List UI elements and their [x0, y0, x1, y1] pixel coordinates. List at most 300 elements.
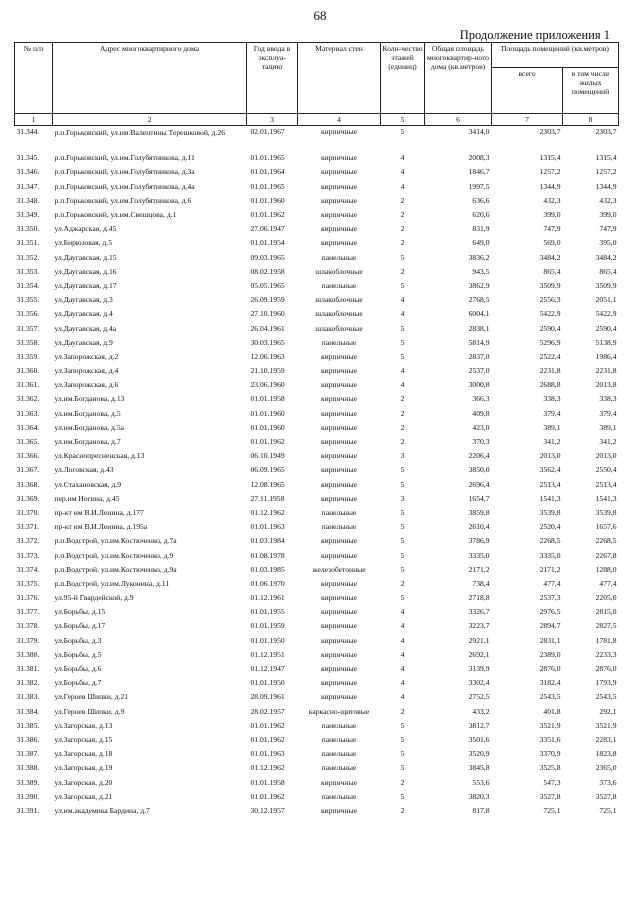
table-row: [15, 605, 619, 619]
row-total-area: 3302,4: [468, 678, 490, 688]
row-area-living: 5138,9: [595, 337, 617, 347]
row-number: 31.378.: [16, 621, 40, 631]
row-total-area: 6004,1: [468, 309, 490, 319]
row-number: 31.369.: [16, 493, 40, 503]
row-floors: 5: [400, 550, 405, 560]
row-total-area: 817,8: [472, 805, 490, 815]
column-index: 3: [247, 114, 298, 126]
row-number: 31.388.: [16, 763, 40, 773]
table-body: [15, 126, 619, 818]
row-number: 31.374.: [16, 564, 40, 574]
row-floors: 4: [400, 649, 405, 659]
row-address: р.п.Водстрой, ул.им.Костюченко, д.9а: [54, 564, 177, 574]
row-floors: 2: [400, 706, 405, 716]
column-index: 8: [563, 114, 619, 126]
row-total-area: 3335,0: [468, 550, 490, 560]
row-total-area: 2718,8: [468, 593, 490, 603]
column-index: 2: [53, 114, 247, 126]
row-year: 01.12.1962: [250, 763, 285, 773]
row-number: 31.376.: [16, 593, 40, 603]
table-row: [15, 335, 619, 349]
row-year: 01.01.1964: [250, 167, 285, 177]
row-floors: 2: [400, 777, 405, 787]
row-address: р.п.Водстрой, ул.им.Костюченко, д.9: [54, 550, 174, 560]
row-floors: 4: [400, 181, 405, 191]
row-material: кирпичные: [320, 408, 358, 418]
row-total-area: 636,6: [472, 195, 490, 205]
row-number: 31.370.: [16, 507, 40, 517]
row-year: 06.10.1949: [250, 451, 285, 461]
row-total-area: 2537,0: [468, 366, 490, 376]
row-area-living: 725,1: [599, 805, 617, 815]
row-year: 01.01.1962: [250, 720, 285, 730]
table-row: [15, 179, 619, 193]
row-material: кирпичные: [320, 238, 358, 248]
row-number: 31.384.: [16, 706, 40, 716]
table-row: [15, 648, 619, 662]
row-number: 31.390.: [16, 791, 40, 801]
table-row: [15, 307, 619, 321]
row-year: 09.03.1965: [250, 252, 285, 262]
header-total-area: Общая площадь многоквартир-ного дома (кв.метров): [425, 43, 492, 114]
table-row: [15, 126, 619, 152]
row-number: 31.373.: [16, 550, 40, 560]
row-floors: 4: [400, 366, 405, 376]
row-year: 01.12.1961: [250, 593, 285, 603]
row-area-all: 1257,2: [539, 167, 561, 177]
row-area-all: 341,2: [543, 437, 561, 447]
table-row: [15, 548, 619, 562]
appendix-continuation-title: Продолжение приложения 1: [459, 28, 610, 42]
row-area-living: 3509,9: [595, 280, 617, 290]
row-year: 01.01.1960: [250, 195, 285, 205]
row-area-living: 2815,0: [595, 607, 617, 617]
row-area-living: 3521,9: [595, 720, 617, 730]
row-total-area: 3520,9: [468, 749, 490, 759]
row-area-living: 2231,8: [595, 366, 617, 376]
row-floors: 4: [400, 692, 405, 702]
row-address: ул.Загорская, д.20: [54, 777, 113, 787]
row-address: р.п.Водстрой, ул.им.Костюченко, д.7а: [54, 536, 177, 546]
row-number: 31.346.: [16, 167, 40, 177]
row-address: р.п.Горьковский, ул.им.Свешцова, д.1: [54, 210, 177, 220]
header-area-all: всего: [492, 68, 563, 114]
row-floors: 2: [400, 238, 405, 248]
row-year: 02.01.1967: [250, 127, 285, 136]
row-material: кирпичные: [320, 451, 358, 461]
table-row: [15, 279, 619, 293]
row-total-area: 943,5: [472, 266, 490, 276]
row-area-all: 2268,5: [539, 536, 561, 546]
table-row: [15, 733, 619, 747]
row-total-area: 620,6: [472, 210, 490, 220]
row-floors: 5: [400, 749, 405, 759]
row-area-all: 2831,1: [539, 635, 561, 645]
table-row: [15, 449, 619, 463]
row-total-area: 831,9: [472, 224, 490, 234]
row-material: кирпичные: [320, 578, 358, 588]
row-area-living: 2543,5: [595, 692, 617, 702]
row-total-area: 423,0: [472, 422, 490, 432]
row-total-area: 2837,0: [468, 351, 490, 361]
row-year: 01.12.1947: [250, 664, 285, 674]
row-year: 01.01.1965: [250, 181, 285, 191]
row-area-all: 5422,9: [539, 309, 561, 319]
row-total-area: 2696,4: [468, 479, 490, 489]
row-material: панельные: [321, 749, 357, 759]
header-premises-area: Площадь помещений (кв.метров): [492, 43, 619, 68]
row-number: 31.367.: [16, 465, 40, 475]
row-total-area: 3812,7: [468, 720, 490, 730]
row-area-living: 2513,4: [595, 479, 617, 489]
row-material: панельные: [321, 763, 357, 773]
row-address: ул.Даугавская, д.17: [54, 280, 117, 290]
row-material: кирпичные: [320, 366, 358, 376]
row-address: ул.Даугавская, д.15: [54, 252, 117, 262]
row-area-all: 2876,0: [539, 664, 561, 674]
row-number: 31.381.: [16, 664, 40, 674]
row-total-area: 3850,0: [468, 465, 490, 475]
row-area-living: 1315,4: [595, 153, 617, 163]
row-floors: 5: [400, 465, 405, 475]
table-row: [15, 463, 619, 477]
row-area-all: 399,0: [543, 210, 561, 220]
row-material: кирпичные: [320, 422, 358, 432]
table-row: [15, 676, 619, 690]
row-floors: 2: [400, 578, 405, 588]
row-area-living: 395,0: [599, 238, 617, 248]
row-area-all: 2013,0: [539, 451, 561, 461]
row-year: 30.12.1957: [250, 805, 285, 815]
row-area-all: 5296,9: [539, 337, 561, 347]
row-number: 31.375.: [16, 578, 40, 588]
row-material: кирпичные: [320, 127, 358, 136]
row-address: ул.Загорская, д.15: [54, 734, 113, 744]
header-floors: Коли-чество этажей (единиц): [381, 43, 425, 114]
column-index: 6: [425, 114, 492, 126]
row-floors: 5: [400, 127, 405, 136]
row-address: ул.им.академика Бардина, д.7: [54, 805, 150, 815]
row-material: панельные: [321, 507, 357, 517]
row-year: 26.09.1959: [250, 295, 285, 305]
row-address: ул.Загорская, д.18: [54, 749, 113, 759]
row-floors: 2: [400, 266, 405, 276]
row-year: 01.08.1978: [250, 550, 285, 560]
row-material: шлакоблочные: [315, 323, 363, 333]
row-total-area: 3223,7: [468, 621, 490, 631]
row-total-area: 3820,3: [468, 791, 490, 801]
row-number: 31.385.: [16, 720, 40, 730]
row-total-area: 3414,0: [468, 127, 490, 136]
row-floors: 5: [400, 337, 405, 347]
table-row: [15, 378, 619, 392]
row-total-area: 3000,8: [468, 380, 490, 390]
row-floors: 4: [400, 309, 405, 319]
row-total-area: 2768,5: [468, 295, 490, 305]
row-total-area: 370,3: [472, 437, 490, 447]
row-area-living: 1793,9: [595, 678, 617, 688]
row-area-all: 865,4: [543, 266, 561, 276]
row-number: 31.391.: [16, 805, 40, 815]
row-address: пр-кт им В.И.Ленина, д.195а: [54, 522, 148, 532]
row-area-living: 1344,9: [595, 181, 617, 191]
row-address: ул.им.Богданова, д.7: [54, 437, 121, 447]
row-floors: 5: [400, 763, 405, 773]
table-row: [15, 293, 619, 307]
row-area-living: 2013,0: [595, 451, 617, 461]
table-row: [15, 562, 619, 576]
table-row: [15, 265, 619, 279]
row-year: 01.01.1950: [250, 678, 285, 688]
row-year: 27.10.1960: [250, 309, 285, 319]
row-year: 12.08.1965: [250, 479, 285, 489]
row-year: 01.01.1958: [250, 394, 285, 404]
row-area-all: 2389,0: [539, 649, 561, 659]
row-total-area: 553,6: [472, 777, 490, 787]
row-floors: 5: [400, 507, 405, 517]
row-area-living: 1986,4: [595, 351, 617, 361]
row-area-all: 3521,9: [539, 720, 561, 730]
row-floors: 2: [400, 408, 405, 418]
row-area-living: 338,3: [599, 394, 617, 404]
row-material: кирпичные: [320, 380, 358, 390]
row-year: 01.01.1959: [250, 621, 285, 631]
row-area-living: 1823,8: [595, 749, 617, 759]
row-area-all: 1541,3: [539, 493, 561, 503]
row-total-area: 738,4: [472, 578, 490, 588]
row-material: кирпичные: [320, 394, 358, 404]
table-row: [15, 492, 619, 506]
row-material: кирпичные: [320, 210, 358, 220]
row-floors: 2: [400, 224, 405, 234]
row-floors: 5: [400, 252, 405, 262]
table-row: [15, 534, 619, 548]
row-address: ул.им.Богданова, д.5а: [54, 422, 124, 432]
row-address: ул.Борьбы, д.3: [54, 635, 102, 645]
row-total-area: 3326,7: [468, 607, 490, 617]
row-address: р.п.Горьковский, ул.им.Голубятникова, д.4а: [54, 181, 195, 191]
row-total-area: 2008,3: [468, 153, 490, 163]
row-address: ул.Даугавская, д.3: [54, 295, 113, 305]
row-area-all: 1344,9: [539, 181, 561, 191]
row-area-all: 2520,4: [539, 522, 561, 532]
row-year: 30.03.1965: [250, 337, 285, 347]
row-year: 06.09.1965: [250, 465, 285, 475]
row-number: 31.389.: [16, 777, 40, 787]
row-material: кирпичные: [320, 465, 358, 475]
row-total-area: 2610,4: [468, 522, 490, 532]
row-area-living: 3527,8: [595, 791, 617, 801]
row-area-all: 3484,2: [539, 252, 561, 262]
row-area-living: 2550,4: [595, 465, 617, 475]
row-area-living: 2205,0: [595, 593, 617, 603]
row-material: кирпичные: [320, 153, 358, 163]
row-area-all: 3351,6: [539, 734, 561, 744]
row-year: 28.09.1961: [250, 692, 285, 702]
table-row: [15, 350, 619, 364]
row-floors: 4: [400, 607, 405, 617]
row-area-all: 547,3: [543, 777, 561, 787]
row-number: 31.351.: [16, 238, 40, 248]
row-address: ул.Загорская, д.13: [54, 720, 113, 730]
row-address: ул.Загорская, д.21: [54, 791, 113, 801]
row-year: 28.02.1957: [250, 706, 285, 716]
row-address: ул.Краснопресненская, д.13: [54, 451, 145, 461]
row-area-living: 477,4: [599, 578, 617, 588]
row-area-living: 2876,0: [595, 664, 617, 674]
row-area-all: 3182,4: [539, 678, 561, 688]
row-total-area: 2838,1: [468, 323, 490, 333]
row-area-all: 747,9: [543, 224, 561, 234]
row-area-living: 389,1: [599, 422, 617, 432]
row-area-all: 3525,8: [539, 763, 561, 773]
row-floors: 4: [400, 621, 405, 631]
row-floors: 2: [400, 805, 405, 815]
row-area-living: 2303,7: [595, 127, 617, 136]
table-row: [15, 165, 619, 179]
row-floors: 4: [400, 635, 405, 645]
table-row: [15, 392, 619, 406]
table-row: [15, 222, 619, 236]
column-index: 1: [15, 114, 53, 126]
row-material: кирпичные: [320, 649, 358, 659]
row-year: 27.06.1947: [250, 224, 285, 234]
row-area-all: 2303,7: [539, 127, 561, 136]
row-material: кирпичные: [320, 692, 358, 702]
row-floors: 3: [400, 493, 405, 503]
table-row: [15, 704, 619, 718]
row-year: 01.03.1985: [250, 564, 285, 574]
row-area-living: 2013,8: [595, 380, 617, 390]
row-area-living: 1257,2: [595, 167, 617, 177]
row-area-living: 1657,6: [595, 522, 617, 532]
row-address: ул.Запорожская, д.6: [54, 380, 119, 390]
row-year: 01.01.1950: [250, 635, 285, 645]
row-area-all: 2894,7: [539, 621, 561, 631]
row-number: 31.364.: [16, 422, 40, 432]
row-address: ул.Даугавская, д.4: [54, 309, 113, 319]
row-floors: 2: [400, 422, 405, 432]
row-floors: 5: [400, 720, 405, 730]
row-number: 31.359.: [16, 351, 40, 361]
table-row: [15, 789, 619, 803]
row-area-living: 292,1: [599, 706, 617, 716]
row-total-area: 3845,8: [468, 763, 490, 773]
row-material: шлакоблочные: [315, 266, 363, 276]
row-material: кирпичные: [320, 664, 358, 674]
row-area-all: 2513,4: [539, 479, 561, 489]
row-total-area: 1846,7: [468, 167, 490, 177]
row-year: 05.05.1965: [250, 280, 285, 290]
row-area-all: 3335,0: [539, 550, 561, 560]
row-number: 31.357.: [16, 323, 40, 333]
row-number: 31.345.: [16, 153, 40, 163]
row-material: кирпичные: [320, 550, 358, 560]
row-material: кирпичные: [320, 621, 358, 631]
row-material: кирпичные: [320, 224, 358, 234]
row-address: ул.Бирюзовая, д.5: [54, 238, 113, 248]
row-address: р.п.Водстрой, ул.им.Луконина, д.11: [54, 578, 170, 588]
row-address: ул.Борьбы, д.15: [54, 607, 106, 617]
row-number: 31.386.: [16, 734, 40, 744]
row-number: 31.379.: [16, 635, 40, 645]
row-address: ул.Даугавская, д.4а: [54, 323, 117, 333]
row-address: ул.Даугавская, д.16: [54, 266, 117, 276]
row-area-all: 2231,8: [539, 366, 561, 376]
row-address: ул.им.Богданова, д.5: [54, 408, 121, 418]
row-area-living: 2051,1: [595, 295, 617, 305]
table-header: [15, 43, 619, 126]
table-row: [15, 591, 619, 605]
row-material: панельные: [321, 522, 357, 532]
header-num: № п/п: [15, 43, 53, 114]
row-address: ул.Героев Шипки, д.9: [54, 706, 125, 716]
page-number: 68: [313, 8, 327, 23]
row-address: ул.Запорожская, д.4: [54, 366, 119, 376]
row-area-all: 569,0: [543, 238, 561, 248]
row-material: шлакоблочные: [315, 295, 363, 305]
row-number: 31.372.: [16, 536, 40, 546]
row-number: 31.380.: [16, 649, 40, 659]
row-address: пр-кт им В.И.Ленина, д.177: [54, 507, 144, 517]
row-number: 31.365.: [16, 437, 40, 447]
row-address: ул.Борьбы, д.6: [54, 664, 102, 674]
row-address: ул.Стахановская, д.9: [54, 479, 122, 489]
table-row: [15, 236, 619, 250]
row-address: ул.95-й Гвардейской, д.9: [54, 593, 134, 603]
table-row: [15, 719, 619, 733]
row-area-all: 2522,4: [539, 351, 561, 361]
row-number: 31.353.: [16, 266, 40, 276]
row-number: 31.352.: [16, 252, 40, 262]
row-floors: 2: [400, 394, 405, 404]
row-total-area: 5814,9: [468, 337, 490, 347]
row-total-area: 3836,2: [468, 252, 490, 262]
row-number: 31.355.: [16, 295, 40, 305]
row-total-area: 3862,9: [468, 280, 490, 290]
row-number: 31.382.: [16, 678, 40, 688]
row-floors: 5: [400, 593, 405, 603]
row-area-living: 399,0: [599, 210, 617, 220]
row-floors: 2: [400, 437, 405, 447]
row-material: кирпичные: [320, 167, 358, 177]
table-row: [15, 747, 619, 761]
row-material: кирпичные: [320, 479, 358, 489]
row-area-living: 2365,0: [595, 763, 617, 773]
row-material: панельные: [321, 337, 357, 347]
row-area-living: 2590,4: [595, 323, 617, 333]
row-area-all: 401,8: [543, 706, 561, 716]
row-floors: 5: [400, 536, 405, 546]
row-area-all: 3509,9: [539, 280, 561, 290]
row-number: 31.350.: [16, 224, 40, 234]
row-year: 01.01.1965: [250, 153, 285, 163]
row-address: ул.Даугавская, д.9: [54, 337, 113, 347]
row-area-living: 373,6: [599, 777, 617, 787]
table-row: [15, 151, 619, 165]
row-area-all: 389,1: [543, 422, 561, 432]
row-material: панельные: [321, 734, 357, 744]
row-floors: 2: [400, 210, 405, 220]
row-floors: 4: [400, 380, 405, 390]
table-row: [15, 250, 619, 264]
row-year: 01.01.1955: [250, 607, 285, 617]
row-area-all: 725,1: [543, 805, 561, 815]
row-area-living: 1781,8: [595, 635, 617, 645]
row-total-area: 3859,8: [468, 507, 490, 517]
row-area-all: 2171,2: [539, 564, 561, 574]
table-row: [15, 520, 619, 534]
